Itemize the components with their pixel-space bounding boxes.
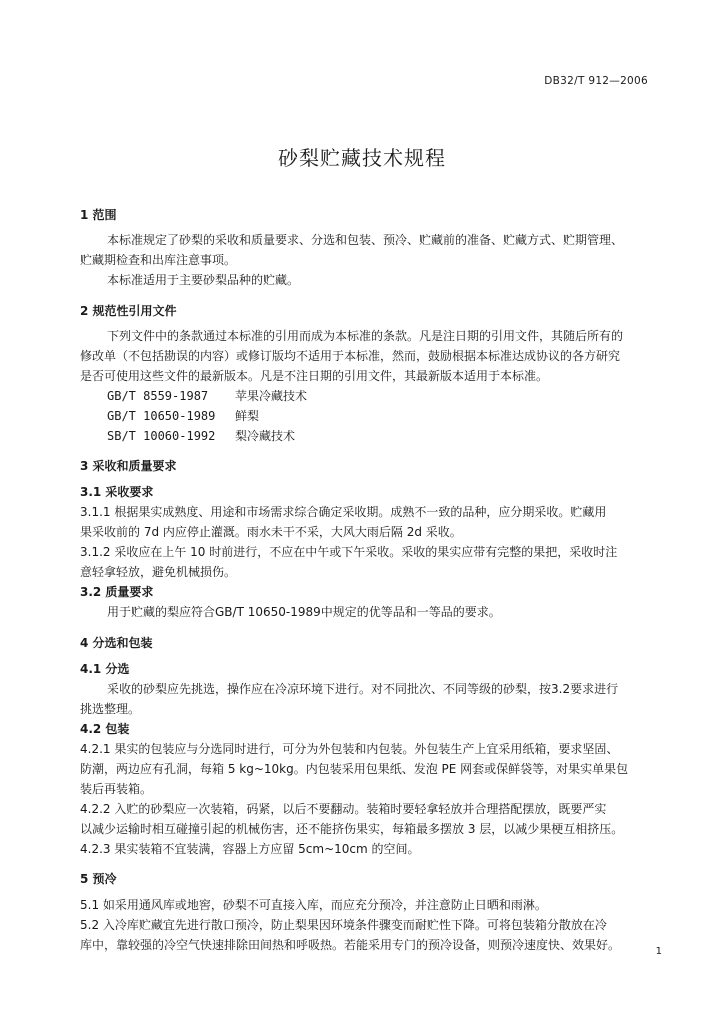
subsection-3-1-heading: 3.1 采收要求 (80, 485, 154, 499)
reference-name: 梨冷藏技术 (235, 429, 296, 443)
clause-5-2-line-2: 库中，靠较强的冷空气快速排除田间热和呼吸热。若能采用专门的预冷设备，则预冷速度快、效果好。 (80, 938, 621, 952)
subsection-4-2-heading: 4.2 包装 (80, 722, 130, 736)
clause-4-2-1-line-1: 4.2.1 果实的包装应与分选同时进行，可分为外包装和内包装。外包装生产上宜采用纸箱，要求坚固、 (80, 742, 619, 756)
clause-4-1-line-1: 采收的砂梨应先挑选，操作应在冷凉环境下进行。对不同批次、不同等级的砂梨，按3.2要求进行 (107, 682, 619, 696)
section-1-heading: 1 范围 (80, 208, 117, 222)
reference-name: 鲜梨 (235, 409, 260, 423)
section-1-para-1-line-1: 本标准规定了砂梨的采收和质量要求、分选和包装、预冷、贮藏前的准备、贮藏方式、贮期管理、 (107, 233, 624, 247)
section-3-heading: 3 采收和质量要求 (80, 459, 177, 473)
document-title: 砂梨贮藏技术规程 (278, 146, 446, 170)
clause-3-2-text: 用于贮藏的梨应符合GB/T 10650-1989中规定的优等品和一等品的要求。 (107, 605, 501, 619)
reference-name: 苹果冷藏技术 (235, 389, 308, 403)
standard-code: DB32/T 912—2006 (544, 75, 648, 87)
clause-4-2-2-line-1: 4.2.2 入贮的砂梨应一次装箱，码紧，以后不要翻动。装箱时要轻拿轻放并合理搭配摆放，既要严实 (80, 802, 607, 816)
reference-code: GB/T 8559-1987 (107, 389, 209, 403)
section-1-para-1-line-2: 贮藏期检查和出库注意事项。 (80, 253, 237, 267)
page-number: 1 (655, 946, 662, 957)
clause-5-2-line-1: 5.2 入冷库贮藏宜先进行散口预冷，防止梨果因环境条件骤变而耐贮性下降。可将包装箱分散放在冷 (80, 918, 607, 932)
clause-4-2-3: 4.2.3 果实装箱不宜装满，容器上方应留 5cm~10cm 的空间。 (80, 842, 420, 856)
section-1-para-2: 本标准适用于主要砂梨品种的贮藏。 (107, 273, 300, 287)
section-5-heading: 5 预冷 (80, 872, 117, 886)
reference-code: GB/T 10650-1989 (107, 409, 216, 423)
section-2-para-line-1: 下列文件中的条款通过本标准的引用而成为本标准的条款。凡是注日期的引用文件，其随后所有的 (107, 329, 624, 343)
section-2-heading: 2 规范性引用文件 (80, 304, 177, 318)
clause-4-2-1-line-3: 装后再装箱。 (80, 782, 153, 796)
section-2-para-line-3: 是否可使用这些文件的最新版本。凡是不注日期的引用文件，其最新版本适用于本标准。 (80, 369, 549, 383)
clause-4-2-2-line-2: 以减少运输时相互碰撞引起的机械伤害，还不能挤伤果实，每箱最多摆放 3 层，以减少果梗互相挤压。 (80, 822, 624, 836)
section-4-heading: 4 分选和包装 (80, 636, 153, 650)
clause-3-1-1-line-1: 3.1.1 根据果实成熟度、用途和市场需求综合确定采收期。成熟不一致的品种，应分期采收。贮藏用 (80, 505, 607, 519)
section-2-para-line-2: 修改单（不包括勘误的内容）或修订版均不适用于本标准，然而，鼓励根据本标准达成协议的各方研究 (80, 349, 621, 363)
clause-3-1-1-line-2: 果采收前的 7d 内应停止灌溉。雨水未干不采，大风大雨后隔 2d 采收。 (80, 525, 462, 539)
subsection-4-1-heading: 4.1 分选 (80, 662, 130, 676)
subsection-3-2-heading: 3.2 质量要求 (80, 585, 154, 599)
clause-3-1-2-line-1: 3.1.2 采收应在上午 10 时前进行，不应在中午或下午采收。采收的果实应带有完整的果把，采收时注 (80, 545, 618, 559)
reference-code: SB/T 10060-1992 (107, 429, 216, 443)
clause-4-2-1-line-2: 防潮，两边应有孔洞，每箱 5 kg~10kg。内包装采用包果纸、发泡 PE 网套或保鲜袋等，对果实单果包 (80, 762, 629, 776)
clause-3-1-2-line-2: 意轻拿轻放，避免机械损伤。 (80, 565, 237, 579)
clause-5-1: 5.1 如采用通风库或地窖，砂梨不可直接入库，而应充分预冷，并注意防止日晒和雨淋。 (80, 898, 547, 912)
clause-4-1-line-2: 挑选整理。 (80, 702, 141, 716)
